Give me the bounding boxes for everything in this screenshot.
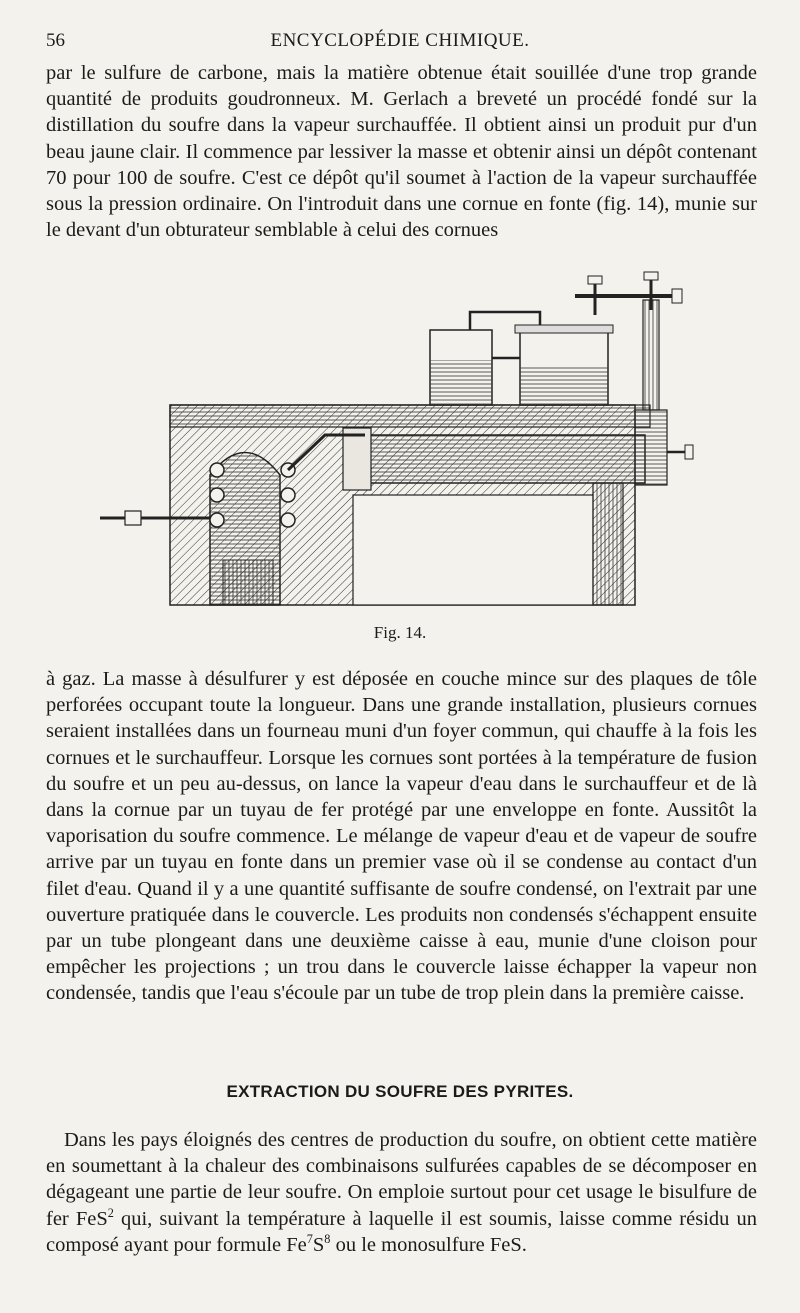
retort-apparatus-icon [95, 270, 715, 620]
figure-retort-apparatus [95, 270, 715, 620]
subscript-2: 2 [107, 1205, 114, 1220]
paragraph-pyrites-text: Dans les pays éloignés des centres de production du soufre, on obtient cette matière en soumettant à la chaleur des combinaisons sulfurées capables de se décomposer en dégageant une partie de leur soufre. On emploie surtout pour cet usage le bisulfure de fer FeS [46, 1129, 757, 1230]
paragraph-pyrites [46, 1127, 757, 1258]
page-number: 56 [46, 30, 65, 51]
paragraph-pyrites-text-end: ou le monosulfure FeS. [330, 1233, 527, 1256]
paragraph-pyrites-text-mid: qui, suivant la température à laquelle il est soumis, laisse comme résidu un composé ayant pour formule Fe [46, 1207, 757, 1256]
paragraph-process: à gaz. La masse à désulfurer y est déposée en couche mince sur des plaques de tôle perforées occupant toute la longueur. Dans une grande installation, plusieurs cornues seraient installées dans un fourneau muni d'un foyer commun, qui chauffe à la fois les cornues et le surchauffeur. Lorsque les cornues sont portées à la température de fusion du soufre et un peu au-dessus, on lance la vapeur d'eau dans le surchauffeur et de là dans la cornue par un tuyau de fer protégé par une enveloppe en fonte. Aussitôt la vaporisation du soufre commence. Le mélange de vapeur d'eau et de vapeur de soufre arrive par un tuyau en fonte dans un premier vase où il se condense au contact d'un filet d'eau. Quand il y a une quantité suffisante de soufre condensé, on l'extrait par une ouverture pratiquée dans le couvercle. Les produits non condensés s'échappent ensuite par un tube plongeant dans une deuxième caisse à eau, munie d'une cloison pour empêcher les projections ; un trou dans le couvercle laisse échapper la vapeur non condensée, tandis que l'eau s'écoule par un tube de trop plein dans la première caisse. [46, 668, 757, 1005]
running-title: ENCYCLOPÉDIE CHIMIQUE. [270, 30, 530, 51]
formula-s: S [312, 1233, 325, 1256]
superscript-8: 8 [324, 1231, 331, 1246]
superscript-7: 7 [306, 1231, 313, 1246]
section-heading: EXTRACTION DU SOUFRE DES PYRITES. [226, 1082, 574, 1101]
page-header [46, 30, 754, 60]
paragraph-intro: par le sulfure de carbone, mais la matière obtenue était souillée d'une trop grande quantité de produits goudronneux. M. Gerlach a breveté un procédé fondé sur la distillation du soufre dans la vapeur surchauffée. Il obtient ainsi un produit pur d'un beau jaune clair. Il commence par lessiver la masse et obtenir ainsi un dépôt contenant 70 pour 100 de soufre. C'est ce dépôt qu'il soumet à l'action de la vapeur surchauffée sous la pression ordinaire. On l'introduit dans une cornue en fonte (fig. 14), munie sur le devant d'un obturateur semblable à celui des cornues [46, 62, 757, 242]
figure-caption: Fig. 14. [373, 623, 427, 642]
